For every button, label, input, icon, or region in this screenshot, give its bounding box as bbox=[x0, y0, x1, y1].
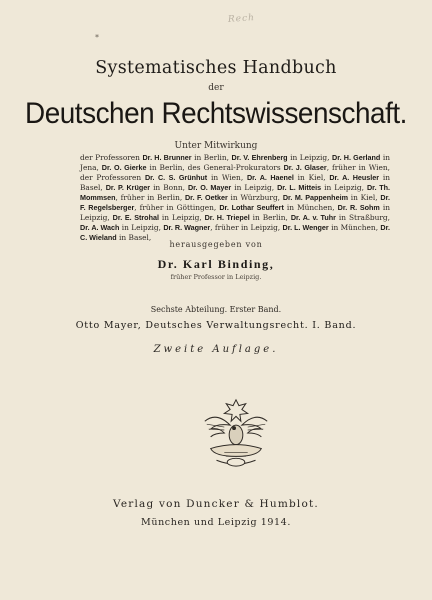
contributor-text: in Basel, bbox=[116, 233, 152, 242]
contributor-name: Dr. Lothar Seuffert bbox=[219, 203, 284, 212]
contributor-name: Dr. L. Wenger bbox=[282, 223, 329, 232]
contributor-name: Dr. C. Wieland bbox=[80, 223, 390, 242]
contributor-name: Dr. A. Haenel bbox=[246, 173, 294, 182]
contributor-text: in Jena, bbox=[80, 153, 390, 172]
contributor-name: Dr. O. Gierke bbox=[101, 163, 147, 172]
contributor-name: Dr. H. Brunner bbox=[142, 153, 192, 162]
contributor-name: Dr. E. Strohal bbox=[112, 213, 159, 222]
contributor-text: , früher in Berlin, bbox=[115, 193, 185, 202]
contributors-list bbox=[80, 153, 390, 243]
pencil-annotation: Rech bbox=[227, 13, 256, 25]
editor-note: früher Professor in Leipzig. bbox=[170, 273, 262, 281]
division-line: Sechste Abteilung. Erster Band. bbox=[150, 305, 282, 314]
work-line: Otto Mayer, Deutsches Verwaltungsrecht. I. Band. bbox=[75, 320, 357, 331]
main-title: Deutschen Rechtswissenschaft. bbox=[25, 97, 407, 130]
contributor-name: Dr. R. Sohm bbox=[337, 203, 380, 212]
contributor-text: in Berlin, bbox=[191, 153, 232, 162]
contributor-name: Dr. H. Gerland bbox=[332, 153, 381, 162]
series-title: Systematisches Handbuch bbox=[95, 58, 337, 78]
contributor-name: Dr. M. Pappenheim bbox=[282, 193, 348, 202]
contributor-text: , früher in Wien, der Professoren bbox=[80, 163, 391, 182]
contributor-name: Dr. J. Glaser bbox=[283, 163, 327, 172]
contributor-text: in Berlin, bbox=[249, 213, 291, 222]
contributor-text: in Leipzig, bbox=[158, 213, 205, 222]
collaboration-intro: Unter Mitwirkung bbox=[174, 141, 258, 151]
contributor-text: in Bonn, bbox=[150, 183, 188, 192]
contributor-text: in Basel, bbox=[80, 173, 390, 192]
contributor-text: in Berlin, des General-Prokurators bbox=[146, 163, 284, 172]
contributor-text: in Kiel, bbox=[347, 193, 381, 202]
contributor-name: Dr. A. Wach bbox=[80, 223, 120, 232]
contributor-name: Dr. H. Triepel bbox=[204, 213, 250, 222]
editor-intro: herausgegeben von bbox=[169, 240, 263, 249]
contributor-text: in Würzburg, bbox=[227, 193, 283, 202]
contributor-text: in Leipzig, bbox=[287, 153, 333, 162]
contributor-text: in Straßburg, bbox=[335, 213, 390, 222]
edition-line: Zweite Auflage. bbox=[153, 344, 279, 355]
contributor-text: der Professoren bbox=[80, 153, 143, 162]
contributor-name: Dr. F. Regelsberger bbox=[80, 193, 390, 212]
contributor-text: in Leipzig, bbox=[321, 183, 367, 192]
contributor-text: in Leipzig, bbox=[119, 223, 164, 232]
contributor-text: in Leipzig, bbox=[231, 183, 278, 192]
contributor-name: Dr. F. Oetker bbox=[184, 193, 228, 202]
contributor-name: Dr. C. S. Grünhut bbox=[144, 173, 208, 182]
contributor-name: Dr. V. Ehrenberg bbox=[231, 153, 288, 162]
contributor-text: in Leipzig, bbox=[80, 203, 390, 222]
title-der: der bbox=[208, 83, 224, 93]
contributor-text: in Kiel, bbox=[293, 173, 330, 182]
contributor-text: in München, bbox=[283, 203, 338, 212]
publisher-place-year: München und Leipzig 1914. bbox=[141, 517, 291, 528]
contributor-text: , früher in Göttingen, bbox=[134, 203, 220, 212]
editor-name: Dr. Karl Binding, bbox=[157, 257, 275, 271]
contributor-name: Dr. L. Mitteis bbox=[277, 183, 322, 192]
contributor-name: Dr. A. Heusler bbox=[329, 173, 380, 182]
contributor-name: Dr. A. v. Tuhr bbox=[290, 213, 336, 222]
contributor-text: in Wien, bbox=[207, 173, 247, 182]
publisher-name: Verlag von Duncker & Humblot. bbox=[113, 498, 319, 510]
contributor-name: Dr. O. Mayer bbox=[187, 183, 232, 192]
margin-mark: * bbox=[95, 33, 99, 42]
contributor-name: Dr. Th. Mommsen bbox=[80, 183, 391, 202]
contributor-name: Dr. R. Wagner bbox=[163, 223, 211, 232]
contributor-name: Dr. P. Krüger bbox=[105, 183, 151, 192]
contributor-text: in München, bbox=[328, 223, 381, 232]
eagle-publisher-mark-icon bbox=[197, 392, 275, 470]
contributor-text: , früher in Leipzig, bbox=[210, 223, 283, 232]
